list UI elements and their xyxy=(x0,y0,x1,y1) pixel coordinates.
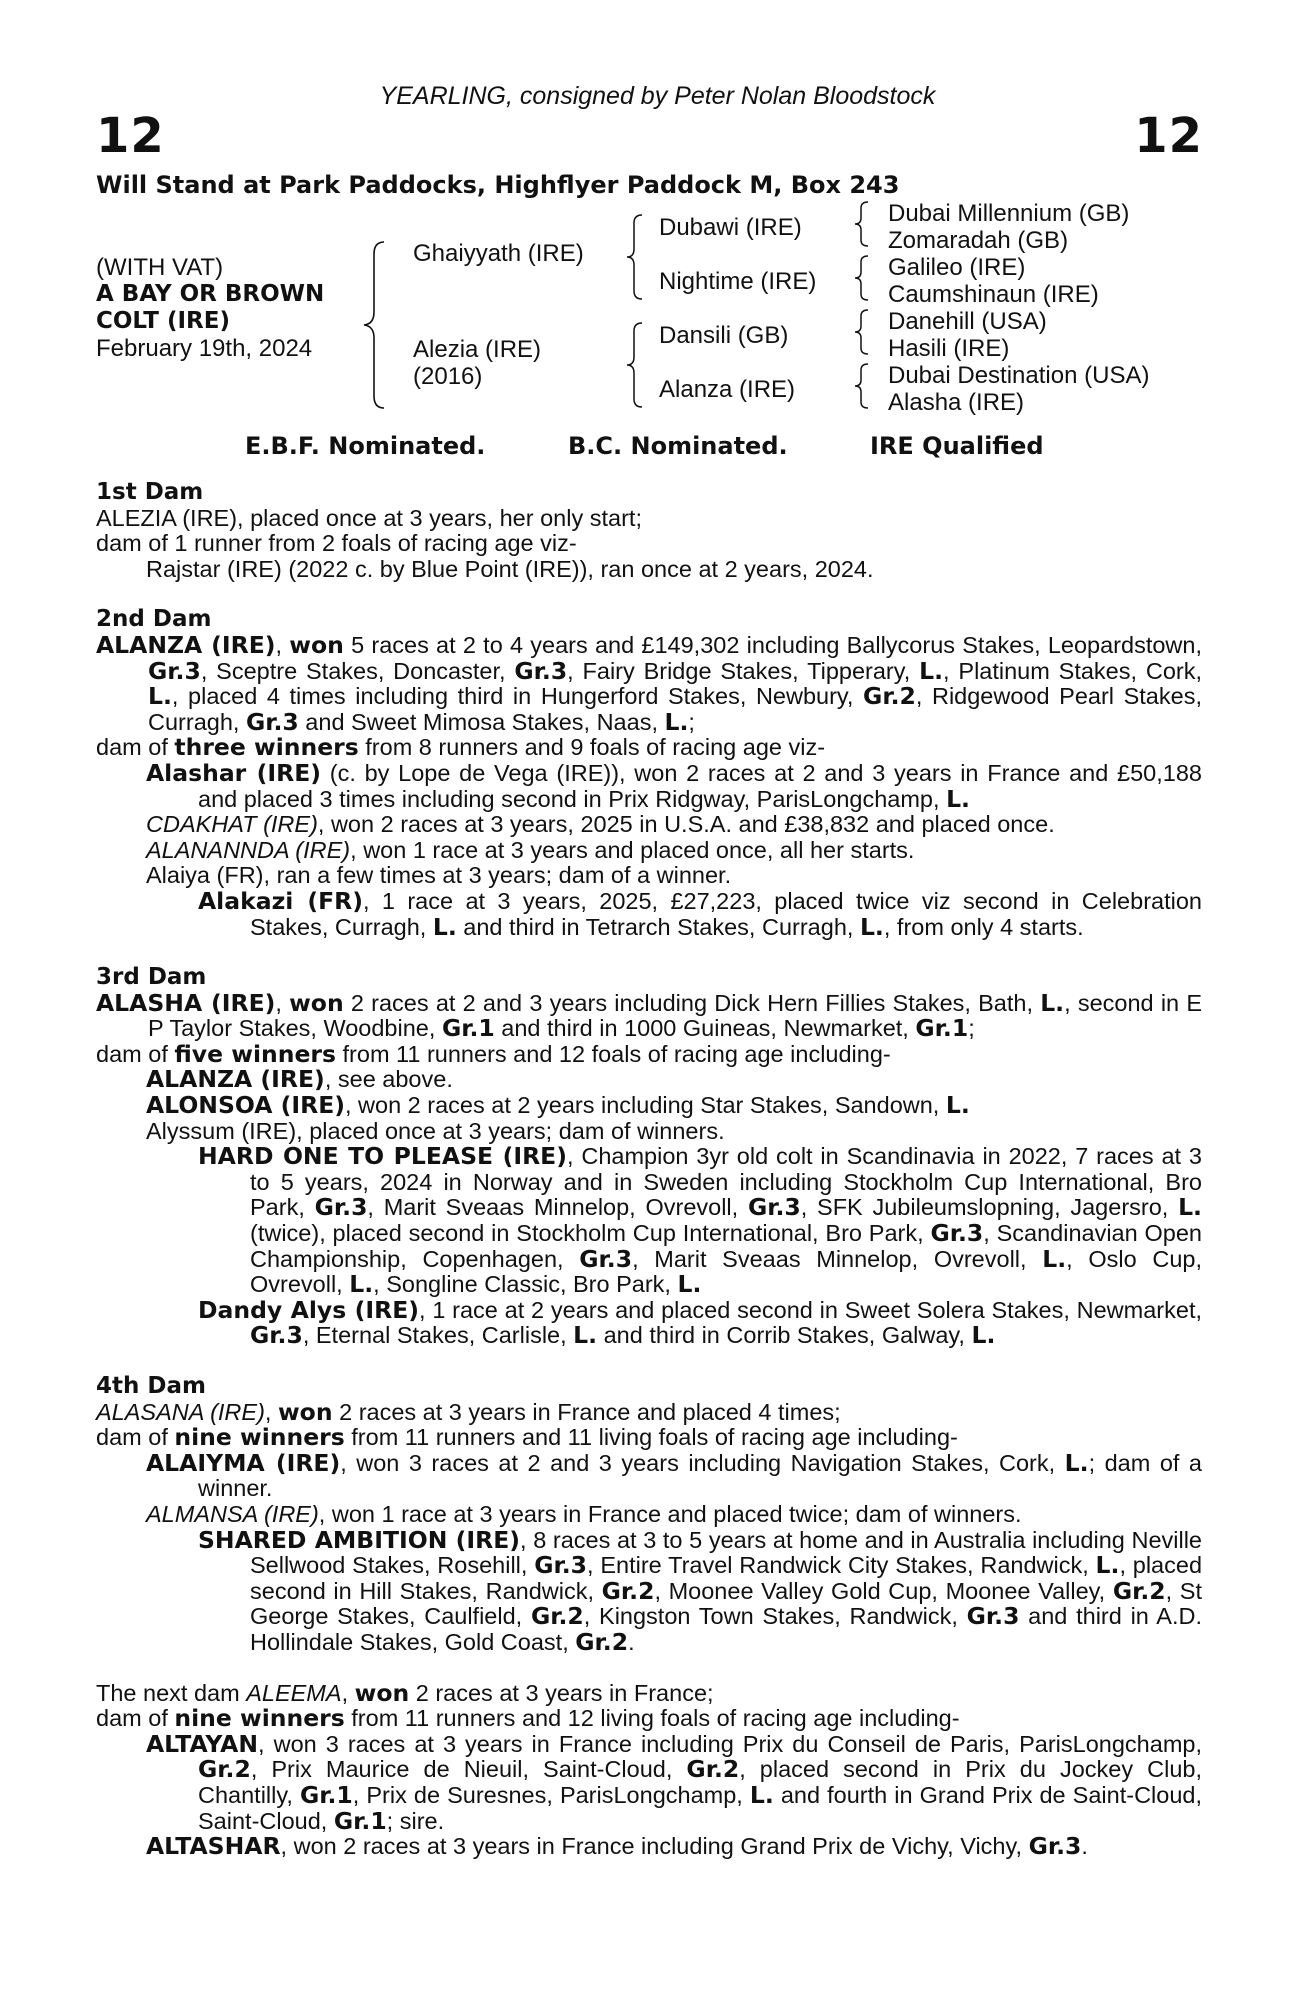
pedigree-g5: Danehill (USA) xyxy=(888,308,1047,335)
consignor-line: YEARLING, consigned by Peter Nolan Bloodstock xyxy=(379,82,936,110)
record-line: Dandy Alys (IRE), 1 race at 2 years and placed second in Sweet Solera Stakes, Newmarket, Gr.3, Eternal Stakes, Carlisle, L. and third in Corrib Stakes, Galway, L. xyxy=(198,1295,1202,1350)
pedigree-g2: Zomaradah (GB) xyxy=(888,227,1069,254)
ire-qualified: IRE Qualified xyxy=(870,432,1044,460)
pedigree-g1: Dubai Millennium (GB) xyxy=(888,200,1130,227)
pedigree-dam-sire: Dansili (GB) xyxy=(659,322,789,349)
pedigree-g8: Alasha (IRE) xyxy=(888,389,1025,416)
dam-section xyxy=(96,607,1202,940)
record-line: ALONSOA (IRE), won 2 races at 2 years including Star Stakes, Sandown, L. xyxy=(146,1091,970,1120)
horse-description-line1: A BAY OR BROWN xyxy=(96,281,325,307)
record-line: CDAKHAT (IRE), won 2 races at 3 years, 2025 in U.S.A. and £38,832 and placed once. xyxy=(146,811,1055,838)
lot-number-left: 12 xyxy=(96,108,165,164)
record-line: The next dam ALEEMA, won 2 races at 3 years in France; xyxy=(96,1678,714,1707)
pedigree-brace-sire xyxy=(624,213,646,301)
record-line: ALASANA (IRE), won 2 races at 3 years in France and placed 4 times; xyxy=(96,1397,841,1426)
pedigree-g7: Dubai Destination (USA) xyxy=(888,362,1150,389)
dam-section-title: 4th Dam xyxy=(96,1373,206,1399)
record-line: Alaiya (FR), ran a few times at 3 years; dam of a winner. xyxy=(146,862,732,889)
stabling-location: Will Stand at Park Paddocks, Highflyer Paddock M, Box 243 xyxy=(96,171,900,199)
ebf-nomination: E.B.F. Nominated. xyxy=(245,432,486,460)
record-line: ALASHA (IRE), won 2 races at 2 and 3 years including Dick Hern Fillies Stakes, Bath, L., second in E P Taylor Stakes, Woodbine, Gr.1 and third in 1000 Guineas, Newmarket, Gr.1; xyxy=(96,988,1202,1043)
pedigree-brace-dam xyxy=(624,321,646,409)
dam-section xyxy=(96,1374,1202,1656)
record-line: Alashar (IRE) (c. by Lope de Vega (IRE)), won 2 races at 2 and 3 years in France and £50,188 and placed 3 times including second in Prix Ridgway, ParisLongchamp, L. xyxy=(146,758,1202,813)
vat-note: (WITH VAT) xyxy=(96,254,224,281)
pedigree-dam-dam: Alanza (IRE) xyxy=(659,376,796,403)
lot-number-right: 12 xyxy=(1134,108,1203,164)
record-line: ALANZA (IRE), won 5 races at 2 to 4 years and £149,302 including Ballycorus Stakes, Leopardstown, Gr.3, Sceptre Stakes, Doncaster, Gr.3, Fairy Bridge Stakes, Tipperary, L., Platinum Stakes, Cork, L., placed 4 times including third in Hungerford Stakes, Newbury, Gr.2, Ridgewood Pearl Stakes, Curragh, Gr.3 and Sweet Mimosa Stakes, Naas, L.; xyxy=(96,630,1202,736)
record-line: Rajstar (IRE) (2022 c. by Blue Point (IRE)), ran once at 2 years, 2024. xyxy=(146,555,874,582)
record-line: ALEZIA (IRE), placed once at 3 years, her only start; xyxy=(96,504,642,531)
pedigree-brace-g3 xyxy=(852,308,872,356)
record-line: ALTAYAN, won 3 races at 3 years in France including Prix du Conseil de Paris, ParisLongchamp, Gr.2, Prix Maurice de Nieuil, Saint-Cloud, Gr.2, placed second in Prix du Jockey Club, Chantilly, Gr.1, Prix de Suresnes, ParisLongchamp, L. and fourth in Grand Prix de Saint-Cloud, Saint-Cloud, Gr.1; sire. xyxy=(146,1729,1203,1835)
record-line: dam of five winners from 11 runners and 12 foals of racing age including- xyxy=(96,1039,891,1068)
foaling-date: February 19th, 2024 xyxy=(96,335,313,362)
record-line: dam of 1 runner from 2 foals of racing age viz- xyxy=(96,530,577,557)
record-line: dam of nine winners from 11 runners and 12 living foals of racing age including- xyxy=(96,1704,960,1733)
record-line: ALANZA (IRE), see above. xyxy=(146,1065,453,1094)
bc-nomination: B.C. Nominated. xyxy=(568,432,788,460)
dam-section xyxy=(96,480,1202,582)
record-line: Alakazi (FR), 1 race at 3 years, 2025, £27,223, placed twice viz second in Celebration Stakes, Curragh, L. and third in Tetrarch Stakes, Curragh, L., from only 4 starts. xyxy=(198,886,1202,941)
horse-description-line2: COLT (IRE) xyxy=(96,308,230,334)
pedigree-brace-main xyxy=(360,240,390,410)
pedigree-dam: Alezia (IRE) xyxy=(413,336,542,363)
pedigree-dam-year: (2016) xyxy=(413,363,483,390)
pedigree-brace-g1 xyxy=(852,200,872,248)
pedigree-sire-sire: Dubawi (IRE) xyxy=(659,214,802,241)
pedigree-g4: Caumshinaun (IRE) xyxy=(888,281,1099,308)
record-line: dam of three winners from 8 runners and 9 foals of racing age viz- xyxy=(96,733,826,762)
record-line: SHARED AMBITION (IRE), 8 races at 3 to 5 years at home and in Australia including Neville Sellwood Stakes, Rosehill, Gr.3, Entire Travel Randwick City Stakes, Randwick, L., placed second in Hill Stakes, Randwick, Gr.2, Moonee Valley Gold Cup, Moonee Valley, Gr.2, St George Stakes, Caulfield, Gr.2, Kingston Town Stakes, Randwick, Gr.3 and third in A.D. Hollindale Stakes, Gold Coast, Gr.2. xyxy=(198,1525,1203,1656)
pedigree-sire: Ghaiyyath (IRE) xyxy=(413,240,584,267)
record-line: ALANANNDA (IRE), won 1 race at 3 years and placed once, all her starts. xyxy=(146,836,915,863)
record-line: Alyssum (IRE), placed once at 3 years; dam of winners. xyxy=(146,1117,725,1144)
pedigree-sire-dam: Nightime (IRE) xyxy=(659,268,817,295)
pedigree-g3: Galileo (IRE) xyxy=(888,254,1026,281)
record-line: ALMANSA (IRE), won 1 race at 3 years in France and placed twice; dam of winners. xyxy=(146,1500,1022,1527)
pedigree-brace-g2 xyxy=(852,254,872,302)
dam-section-title: 1st Dam xyxy=(96,479,204,505)
dam-section xyxy=(96,965,1202,1349)
dam-section xyxy=(96,1678,1203,1861)
record-line: ALAIYMA (IRE), won 3 races at 2 and 3 years including Navigation Stakes, Cork, L.; dam of a winner. xyxy=(146,1448,1203,1502)
pedigree-g6: Hasili (IRE) xyxy=(888,335,1010,362)
family-records xyxy=(96,480,1202,1885)
record-line: dam of nine winners from 11 runners and 11 living foals of racing age including- xyxy=(96,1423,958,1452)
record-line: ALTASHAR, won 2 races at 3 years in France including Grand Prix de Vichy, Vichy, Gr.3. xyxy=(146,1832,1088,1861)
dam-section-title: 3rd Dam xyxy=(96,964,207,991)
record-line: HARD ONE TO PLEASE (IRE), Champion 3yr old colt in Scandinavia in 2022, 7 races at 3 to 5 years, 2024 in Norway and in Sweden including Stockholm Cup International, Bro Park, Gr.3, Marit Sveaas Minnelop, Ovrevoll, Gr.3, SFK Jubileumslopning, Jagersro, L. (twice), placed second in Stockholm Cup International, Bro Park, Gr.3, Scandinavian Open Championship, Copenhagen, Gr.3, Marit Sveaas Minnelop, Ovrevoll, L., Oslo Cup, Ovrevoll, L., Songline Classic, Bro Park, L. xyxy=(198,1142,1202,1299)
dam-section-title: 2nd Dam xyxy=(96,606,212,633)
pedigree-brace-g4 xyxy=(852,362,872,410)
